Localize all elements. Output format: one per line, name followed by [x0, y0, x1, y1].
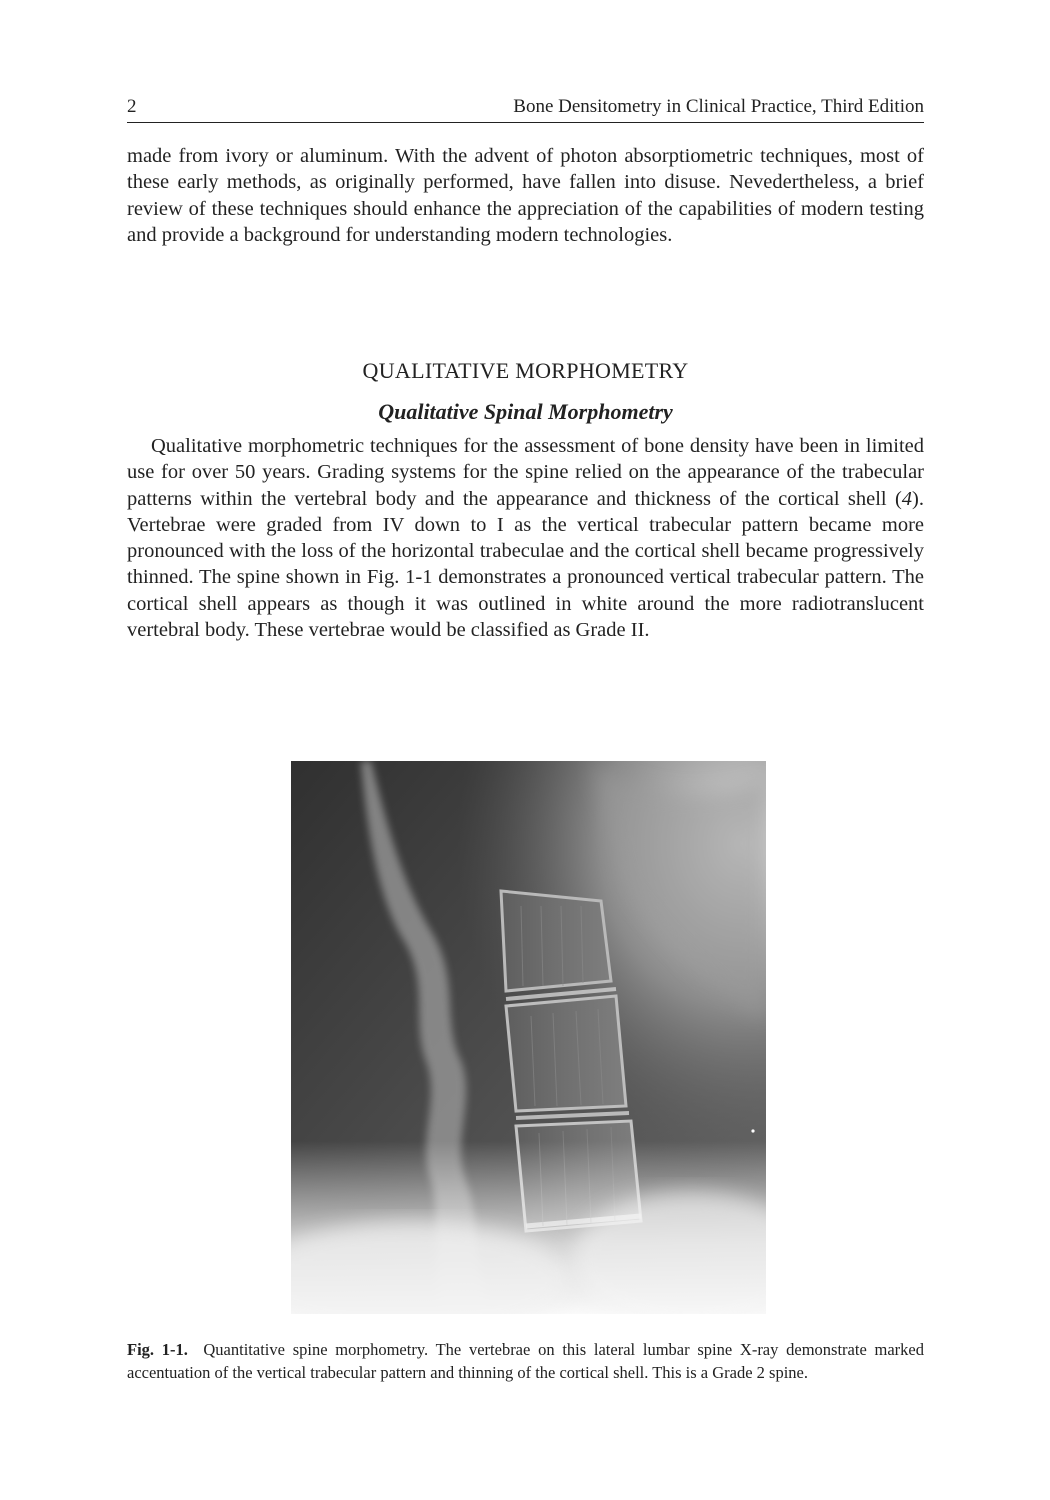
section-heading: QUALITATIVE MORPHOMETRY — [362, 358, 689, 383]
running-title: Bone Densitometry in Clinical Practice, Third Edition — [513, 96, 924, 117]
figure-caption-text: Quantitative spine morphometry. The vertebrae on this lateral lumbar spine X-ray demonstrate marked accentuation of the vertical trabecular pattern and thinning of the cortical shell. This is a Grade 2 spine. — [127, 1340, 924, 1382]
paragraph-text-end: ). Vertebrae were graded from IV down to I as the vertical trabecular pattern became more pronounced with the loss of the horizontal trabeculae and the cortical shell became progressively thinned. The spine shown in Fig. 1-1 demonstrates a pronounced vertical trabecular pattern. The cortical shell appears as though it was outlined in white around the more radiotranslucent vertebral body. These vertebrae would be classified as Grade II. — [127, 487, 924, 642]
figure-caption — [127, 1339, 924, 1384]
body-paragraph — [127, 433, 924, 643]
figure-label: Fig. 1-1. — [127, 1340, 188, 1359]
running-header — [127, 94, 924, 123]
spine-xray-image — [291, 761, 766, 1314]
subsection-heading: Qualitative Spinal Morphometry — [378, 399, 673, 424]
page-number: 2 — [127, 96, 137, 117]
spine-xray-figure — [291, 761, 766, 1314]
paragraph-text-start: Qualitative morphometric techniques for the assessment of bone density have been in limited use for over 50 years. Grading systems for the spine relied on the appearance of the trabecular patterns within the vertebral body and the appearance and thickness of the cortical shell ( — [127, 435, 924, 510]
intro-paragraph: made from ivory or aluminum. With the advent of photon absorptiometric techniques, most of these early methods, as originally performed, have fallen into disuse. Nevedertheless, a brief review of these techniques should enhance the appreciation of the capabilities of modern testing and provide a background for understanding modern technologies. — [127, 145, 924, 246]
citation-reference: 4 — [901, 487, 913, 510]
